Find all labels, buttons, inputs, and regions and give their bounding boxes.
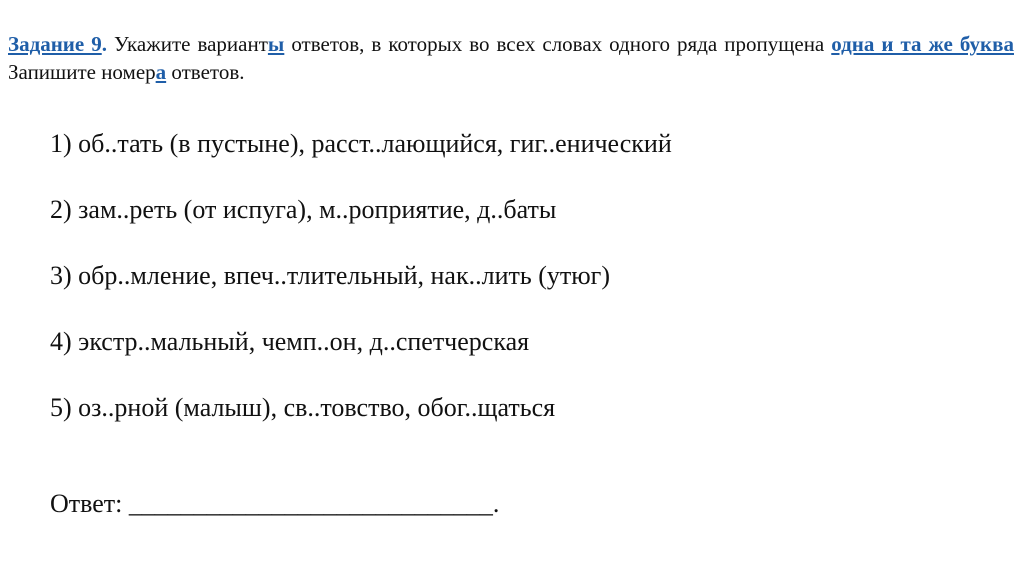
task-title-dot: . [101, 32, 107, 56]
answer-option-3: 3) обр..мление, впеч..тлительный, нак..лить (утюг) [50, 261, 610, 290]
answer-blank[interactable]: ____________________________ [128, 489, 493, 518]
answer-line [50, 488, 499, 520]
task-text-2: ответов, в которых во всех словах одного ряда пропущена [284, 32, 832, 56]
answer-option-4: 4) экстр..мальный, чемп..он, д..спетчерская [50, 327, 530, 356]
task-title: Задание 9 [8, 32, 102, 56]
task-emphasis: одна и та же буква [831, 32, 1014, 56]
task-statement [8, 30, 1014, 86]
task-ending-2: а [155, 60, 167, 84]
answer-option-2: 2) зам..реть (от испуга), м..роприятие, д..баты [50, 195, 557, 224]
answer-option-5: 5) оз..рной (малыш), св..товство, обог..щаться [50, 393, 556, 422]
answer-options-list [50, 128, 672, 458]
answer-option-1: 1) об..тать (в пустыне), расст..лающийся, гиг..енический [50, 129, 672, 158]
task-text-4: ответов. [166, 60, 245, 84]
task-ending-1: ы [267, 32, 285, 56]
answer-label: Ответ: [50, 489, 129, 518]
answer-end: . [492, 489, 500, 518]
task-text-3: Запишите номер [8, 60, 156, 84]
task-text-1: Укажите вариант [106, 32, 268, 56]
